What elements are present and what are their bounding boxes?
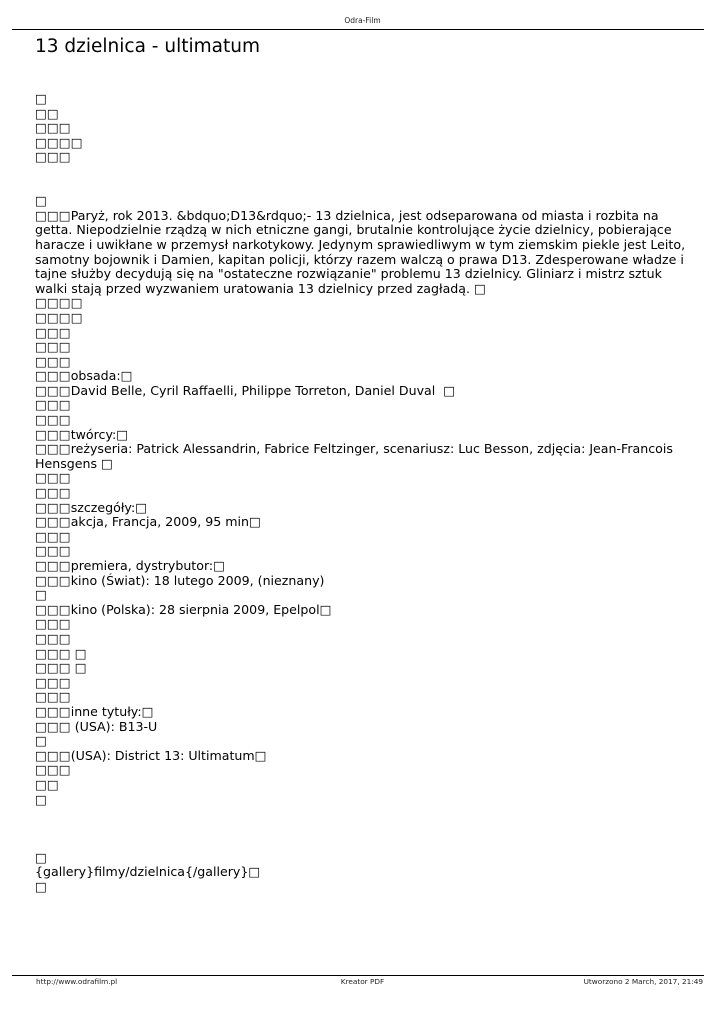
premiere-world: □□□kino (Świat): 18 lutego 2009, (nieznany) <box>35 572 325 588</box>
footer-created: Utworzono 2 March, 2017, 21:49 <box>583 977 703 986</box>
text-line: □□□ <box>35 412 71 428</box>
creators-label: □□□twórcy:□ <box>35 426 129 442</box>
text-line: □□□□ <box>35 134 83 150</box>
text-line: □□ <box>35 105 59 121</box>
text-line: □□ <box>35 776 59 792</box>
text-line: □□□ <box>35 630 71 646</box>
synopsis-paragraph: □□□Paryż, rok 2013. &bdquo;D13&rdquo;- 13 dzielnica, jest odseparowana od miasta i rozbita na getta. Niepodzielnie rządzą w nich etniczne gangi, brutalnie kontrolujące życie dzielnicy, pobierające haracze i uwikłane w przemysł narkotykowy. Jedynym sprawiedliwym w tym ziemskim piekle jest Leito, samotny bojownik i Damien, kapitan policji, którzy razem walczą o prawa D13. Zdesperowane władze i tajne służby decydują się na "ostateczne rozwiązanie" problemu 13 dzielnicy. Gliniarz i mistrz sztuk walki stają przed wyzwaniem uratowania 13 dzielnicy przed zagładą. □ <box>35 207 686 296</box>
page-title: 13 dzielnica - ultimatum <box>35 36 260 57</box>
text-line: □□□ <box>35 528 71 544</box>
header-rule <box>12 29 704 30</box>
footer-url: http://www.odrafilm.pl <box>36 977 118 986</box>
blank-line <box>35 807 691 822</box>
blank-line <box>35 836 691 851</box>
text-line: □□□ <box>35 485 71 501</box>
other-title: □□□(USA): District 13: Ultimatum□ <box>35 747 267 763</box>
text-line: □ <box>35 733 47 749</box>
other-title: □□□ (USA): B13-U <box>35 718 158 734</box>
other-titles-label: □□□inne tytuły:□ <box>35 703 154 719</box>
text-line: □□□ <box>35 616 71 632</box>
text-line: □ <box>35 791 47 807</box>
footer-generator: Kreator PDF <box>340 977 385 986</box>
text-line: □□□ <box>35 339 71 355</box>
text-line: □□□ <box>35 689 71 705</box>
creators-value: □□□reżyseria: Patrick Alessandrin, Fabrice Feltzinger, scenariusz: Luc Besson, zdjęcia: Jean-Francois Hensgens □ <box>35 441 673 471</box>
text-line: □□□ <box>35 397 71 413</box>
blank-line <box>35 822 691 837</box>
article-body <box>35 92 691 895</box>
cast-value: □□□David Belle, Cyril Raffaelli, Philippe Torreton, Daniel Duval □ <box>35 382 456 398</box>
text-line: □□□ <box>35 353 71 369</box>
text-line: □□□ <box>35 543 71 559</box>
details-value: □□□akcja, Francja, 2009, 95 min□ <box>35 514 261 530</box>
premiere-poland: □□□kino (Polska): 28 sierpnia 2009, Epelpol□ <box>35 601 332 617</box>
text-line: □□□□ <box>35 295 83 311</box>
text-line: □□□ □ <box>35 660 87 676</box>
text-line: □□□ <box>35 470 71 486</box>
gallery-tag: {gallery}filmy/dzielnica{/gallery}□ <box>35 864 261 880</box>
text-line: □ <box>35 849 47 865</box>
text-line: □ <box>35 587 47 603</box>
text-line: □ <box>35 91 47 106</box>
text-line: □ <box>35 879 47 895</box>
text-line: □ <box>35 193 47 209</box>
text-line: □□□ <box>35 762 71 778</box>
text-line: □□□ □ <box>35 645 87 661</box>
page-header: Odra-Film <box>344 16 381 25</box>
text-line: □□□ <box>35 674 71 690</box>
text-line: □□□ <box>35 324 71 340</box>
blank-line <box>35 165 691 180</box>
footer-rule <box>12 975 704 976</box>
text-line: □□□ <box>35 120 71 136</box>
text-line: □□□□ <box>35 309 83 325</box>
blank-line <box>35 180 691 195</box>
details-label: □□□szczegóły:□ <box>35 499 148 515</box>
text-line: □□□ <box>35 149 71 165</box>
cast-label: □□□obsada:□ <box>35 368 133 384</box>
premiere-label: □□□premiera, dystrybutor:□ <box>35 558 226 573</box>
